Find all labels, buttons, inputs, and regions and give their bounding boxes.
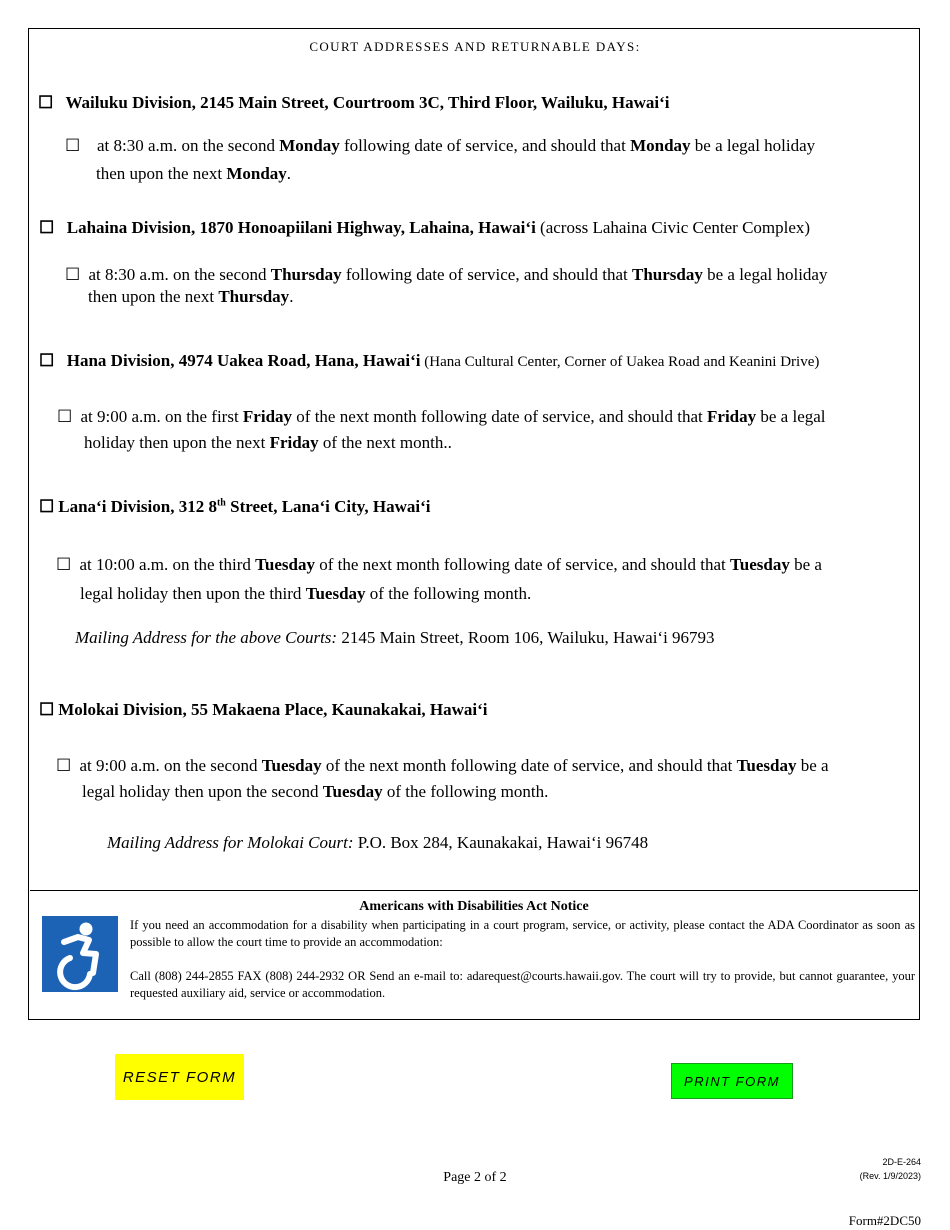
lanai-checkbox[interactable]: ☐ <box>39 497 55 516</box>
lanai-day-checkbox[interactable]: ☐ <box>56 555 72 574</box>
day-text: of the following month. <box>382 782 549 801</box>
lanai-division-row <box>39 497 430 517</box>
ada-title: Americans with Disabilities Act Notice <box>359 899 589 914</box>
day-text: at 10:00 a.m. on the third <box>79 555 256 574</box>
form-code: 2D-E-264 <box>882 1157 921 1167</box>
wailuku-division-row <box>38 93 670 113</box>
molokai-division-address: Molokai Division, 55 Makaena Place, Kaunakakai, Hawai‘i <box>58 700 488 719</box>
day-name: Thursday <box>218 287 290 306</box>
lahaina-day-row <box>65 265 827 285</box>
molokai-division-row <box>39 700 488 720</box>
lanai-mailing-address <box>75 628 715 648</box>
hana-day-row <box>57 407 826 427</box>
day-name: Tuesday <box>261 756 322 775</box>
page-number: Page 2 of 2 <box>443 1170 507 1185</box>
day-text: at 8:30 a.m. on the second <box>97 136 280 155</box>
day-text: following date of service, and should that <box>341 265 632 284</box>
lahaina-day-checkbox[interactable]: ☐ <box>65 265 81 284</box>
wailuku-day-row <box>65 136 815 156</box>
ada-paragraph-2: Call (808) 244-2855 FAX (808) 244-2932 OR Send an e-mail to: adarequest@courts.hawaii.gov. The court will try to provide, but cannot guarantee, your requested auxiliary aid, service or accommodation. <box>130 969 915 1000</box>
day-name: Tuesday <box>730 555 790 574</box>
ada-notice <box>30 890 918 1019</box>
day-text: . <box>289 287 294 306</box>
lanai-address-sup: th <box>216 497 226 509</box>
day-text: at 8:30 a.m. on the second <box>88 265 271 284</box>
day-text: of the next month following date of service, and should that <box>321 756 737 775</box>
lahaina-division-address: Lahaina Division, 1870 Honoapiilani Highway, Lahaina, Hawai‘i <box>66 218 536 237</box>
wailuku-day-checkbox[interactable]: ☐ <box>65 136 81 155</box>
lahaina-checkbox[interactable]: ☐ <box>39 218 55 237</box>
mailing-label: Mailing Address for Molokai Court: <box>107 833 354 852</box>
form-number: Form#2DC50 <box>848 1213 921 1228</box>
wailuku-division-address: Wailuku Division, 2145 Main Street, Courtroom 3C, Third Floor, Wailuku, Hawai‘i <box>65 93 670 112</box>
day-name: Friday <box>269 433 319 452</box>
lahaina-division-row <box>39 218 810 238</box>
molokai-day-checkbox[interactable]: ☐ <box>56 756 72 775</box>
day-name: Tuesday <box>736 756 797 775</box>
day-name: Friday <box>242 407 293 426</box>
day-text: be a legal holiday <box>702 265 828 284</box>
day-text: . <box>286 164 292 183</box>
day-text: holiday then upon the next <box>84 433 270 452</box>
mailing-value: P.O. Box 284, Kaunakakai, Hawai‘i 96748 <box>353 833 649 852</box>
day-text: following date of service, and should that <box>339 136 631 155</box>
day-name: Tuesday <box>255 555 315 574</box>
day-text: legal holiday then upon the second <box>82 782 323 801</box>
day-name: Friday <box>707 407 757 426</box>
lahaina-day-row-cont <box>88 287 293 307</box>
day-name: Tuesday <box>322 782 383 801</box>
section-title: COURT ADDRESSES AND RETURNABLE DAYS: <box>309 39 641 54</box>
day-text: be a legal holiday <box>690 136 816 155</box>
day-name: Monday <box>279 136 340 155</box>
molokai-day-row <box>56 756 829 776</box>
day-name: Thursday <box>270 265 342 284</box>
day-text: be a legal <box>756 407 826 426</box>
day-name: Thursday <box>631 265 703 284</box>
day-text: of the next month.. <box>318 433 452 452</box>
hana-division-row <box>39 351 819 371</box>
lanai-day-row-cont <box>80 584 531 604</box>
hana-day-row-cont <box>84 433 452 453</box>
molokai-mailing-address <box>107 833 648 853</box>
hana-note: (Hana Cultural Center, Corner of Uakea Road and Keanini Drive) <box>420 354 820 370</box>
form-revision: (Rev. 1/9/2023) <box>859 1171 921 1181</box>
day-name: Monday <box>630 136 691 155</box>
lanai-address-part: Street, Lana‘i City, Hawai‘i <box>225 497 431 516</box>
ada-paragraph-1: If you need an accommodation for a disability when participating in a court program, service, or activity, please contact the ADA Coordinator as soon as possible to allow the court time to provide an accommodation: <box>130 918 915 949</box>
day-text: legal holiday then upon the third <box>80 584 306 603</box>
day-text: then upon the next <box>96 164 227 183</box>
day-text: of the following month. <box>365 584 532 603</box>
hana-day-checkbox[interactable]: ☐ <box>57 407 73 426</box>
reset-form-button[interactable]: RESET FORM <box>115 1054 244 1100</box>
court-addresses-section <box>28 28 920 1020</box>
mailing-label: Mailing Address for the above Courts: <box>75 628 338 647</box>
lanai-address-part: Lana‘i Division, 312 8 <box>58 497 217 516</box>
molokai-day-row-cont <box>82 782 548 802</box>
hana-division-address: Hana Division, 4974 Uakea Road, Hana, Hawai‘i <box>66 351 421 370</box>
lanai-day-row <box>56 555 822 575</box>
day-text: at 9:00 a.m. on the second <box>79 756 262 775</box>
day-name: Monday <box>226 164 287 183</box>
lanai-division-address <box>58 497 430 516</box>
print-form-button[interactable]: PRINT FORM <box>671 1063 793 1099</box>
day-text: of the next month following date of service, and should that <box>315 555 730 574</box>
day-text: then upon the next <box>88 287 219 306</box>
lahaina-note: (across Lahaina Civic Center Complex) <box>535 218 811 237</box>
day-name: Tuesday <box>305 584 366 603</box>
hana-checkbox[interactable]: ☐ <box>39 351 55 370</box>
day-text: of the next month following date of service, and should that <box>292 407 708 426</box>
day-text: be a <box>796 756 829 775</box>
day-text: be a <box>789 555 822 574</box>
molokai-checkbox[interactable]: ☐ <box>39 700 55 719</box>
accessibility-icon <box>42 916 118 992</box>
mailing-value: 2145 Main Street, Room 106, Wailuku, Hawai‘i 96793 <box>337 628 715 647</box>
day-text: at 9:00 a.m. on the first <box>80 407 243 426</box>
wailuku-checkbox[interactable]: ☐ <box>38 93 54 112</box>
wailuku-day-row-cont <box>96 164 291 184</box>
